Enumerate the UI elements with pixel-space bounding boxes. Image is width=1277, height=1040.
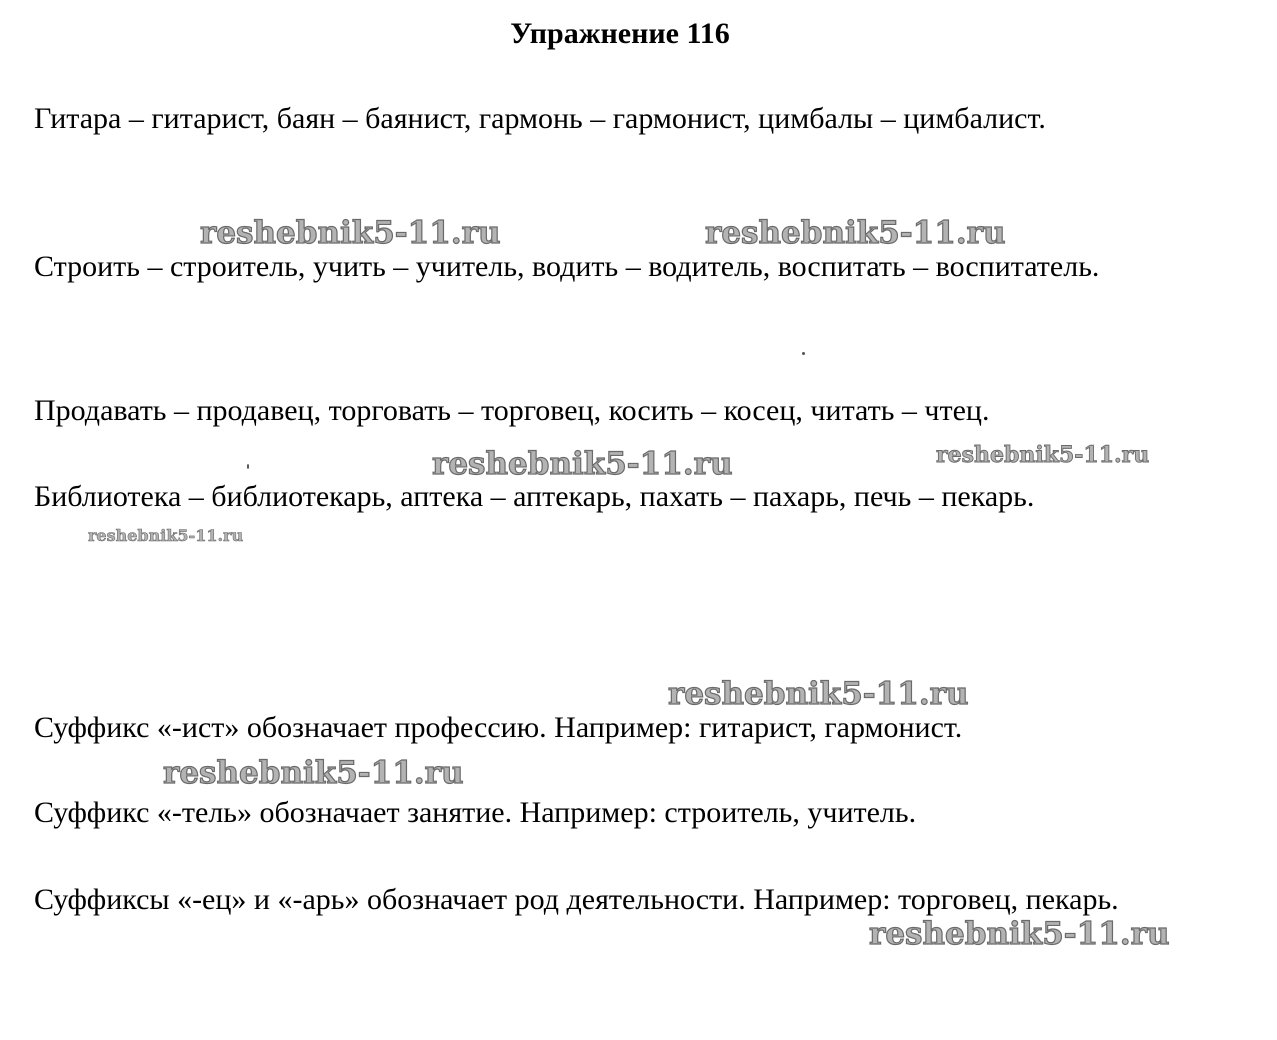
watermark: reshebnik5-11.ru: [705, 215, 1006, 251]
watermark: reshebnik5-11.ru: [936, 442, 1150, 468]
exercise-title: Упражнение 116: [510, 17, 730, 50]
paragraph-suffix-ist: Суффикс «-ист» обозначает профессию. Например: гитарист, гармонист.: [34, 711, 963, 744]
paragraph-sellers: Продавать – продавец, торговать – торговец, косить – косец, читать – чтец.: [34, 394, 990, 427]
watermark: reshebnik5-11.ru: [668, 676, 969, 712]
watermark: reshebnik5-11.ru: [869, 916, 1170, 952]
watermark: reshebnik5-11.ru: [163, 755, 464, 791]
scan-speck: [802, 352, 805, 355]
watermark: reshebnik5-11.ru: [200, 215, 501, 251]
scan-speck: [247, 464, 249, 469]
watermark: reshebnik5-11.ru: [432, 446, 733, 482]
paragraph-suffix-ets-ar: Суффиксы «-ец» и «-арь» обозначает род деятельности. Например: торговец, пекарь.: [34, 883, 1119, 916]
paragraph-occupations: Строить – строитель, учить – учитель, водить – водитель, воспитать – воспитатель.: [34, 250, 1100, 283]
paragraph-suffix-tel: Суффикс «-тель» обозначает занятие. Например: строитель, учитель.: [34, 796, 917, 829]
paragraph-library: Библиотека – библиотекарь, аптека – аптекарь, пахать – пахарь, печь – пекарь.: [34, 480, 1035, 513]
paragraph-musicians: Гитара – гитарист, баян – баянист, гармонь – гармонист, цимбалы – цимбалист.: [34, 102, 1046, 135]
watermark: reshebnik5-11.ru: [88, 526, 244, 545]
